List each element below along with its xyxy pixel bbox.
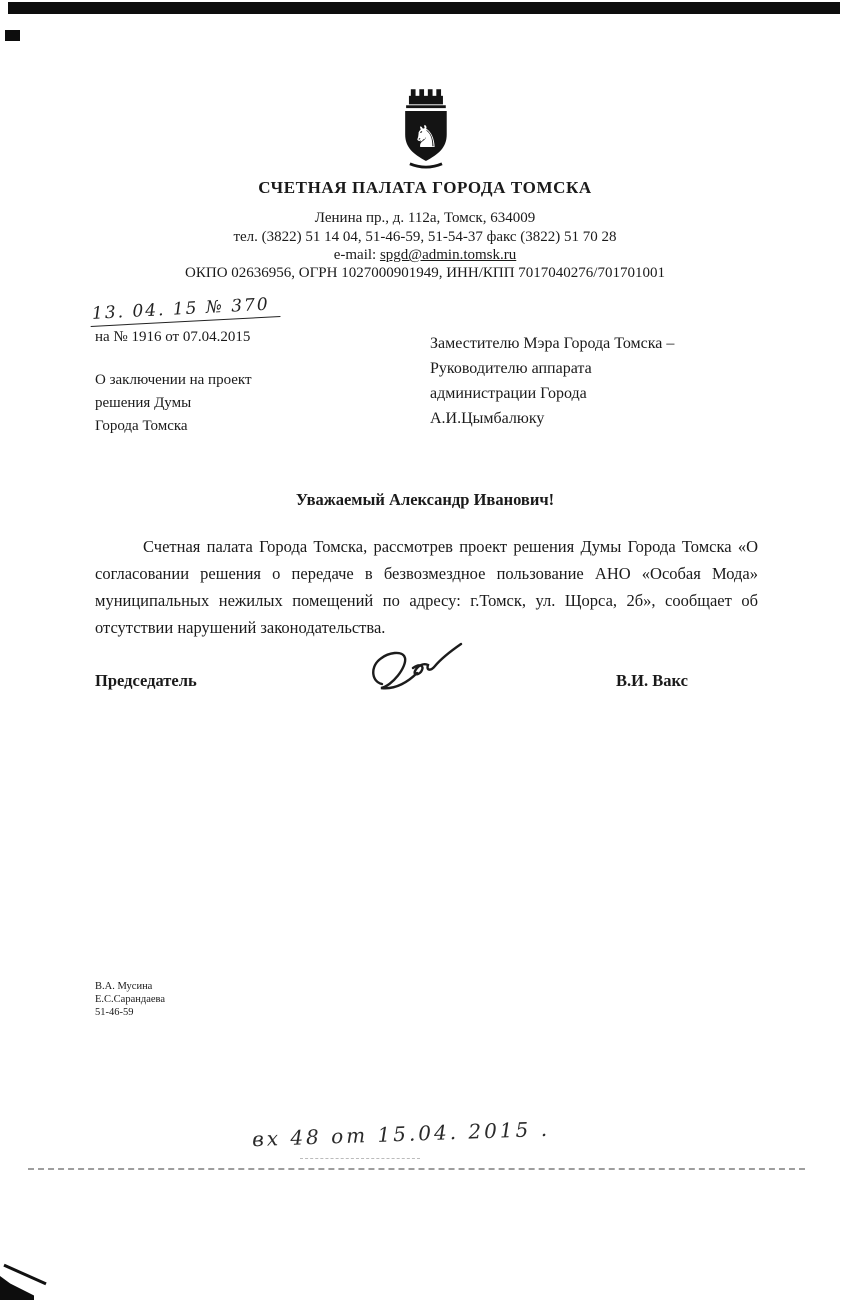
addressee-line: администрации Города (430, 385, 587, 402)
subject-line: О заключении на проект (95, 372, 252, 388)
org-email-line (0, 247, 850, 264)
salutation: Уважаемый Александр Иванович! (295, 490, 555, 509)
organization-name: СЧЕТНАЯ ПАЛАТА ГОРОДА ТОМСКА (258, 178, 592, 197)
addressee-line: Руководителю аппарата (430, 360, 592, 377)
executor-line: Е.С.Сарандаева (95, 994, 166, 1005)
addressee-line: Заместителю Мэра Города Томска – (430, 335, 675, 352)
addressee-line: А.И.Цымбалюку (430, 410, 545, 427)
scan-artifact-dashed-segment (300, 1158, 420, 1159)
incoming-reference-line: на № 1916 от 07.04.2015 (95, 329, 251, 345)
registration-note-handwritten: вх 48 от 15.04. 2015 . (251, 1116, 551, 1152)
executor-phone: 51-46-59 (95, 1007, 134, 1018)
addressee-block (430, 331, 674, 431)
scan-artifact-dashed-line (28, 1168, 805, 1170)
executor-line: В.А. Мусина (95, 981, 153, 992)
scan-artifact-top-bar (8, 2, 840, 14)
scan-artifact-left-mark (5, 30, 20, 41)
subject-line: решения Думы (95, 395, 192, 411)
body-paragraph: Счетная палата Города Томска, рассмотрев проект решения Думы Города Томска «О согласовании решения о передаче в безвозмездное пользование АНО «Особая Мода» муниципальных нежилых помещений по адресу: г.Томск, ул. Щорса, 2б», сообщает об отсутствии нарушений законодательства. (95, 537, 758, 637)
email-label: e-mail: (333, 247, 380, 263)
org-phones: тел. (3822) 51 14 04, 51-46-59, 51-54-37 факс (3822) 51 70 28 (233, 229, 617, 245)
tomsk-coat-of-arms-icon (0, 84, 850, 175)
signer-name: В.И. Вакс (616, 671, 688, 690)
signer-title: Председатель (95, 671, 197, 690)
signature-scribble-icon (360, 638, 490, 705)
svg-text:♞: ♞ (412, 119, 440, 155)
email-address: spgd@admin.tomsk.ru (379, 247, 517, 263)
outgoing-number-handwritten: 13. 04. 15 № 370 (90, 294, 281, 327)
executors-block (95, 980, 165, 1019)
org-address: Ленина пр., д. 112а, Томск, 634009 (314, 210, 536, 226)
subject-line: Города Томска (95, 418, 188, 434)
subject-block (95, 369, 252, 438)
org-registration-codes: ОКПО 02636956, ОГРН 1027000901949, ИНН/КПП 7017040276/701701001 (185, 265, 665, 281)
scan-artifact-bottom-diagonal (3, 1264, 46, 1285)
